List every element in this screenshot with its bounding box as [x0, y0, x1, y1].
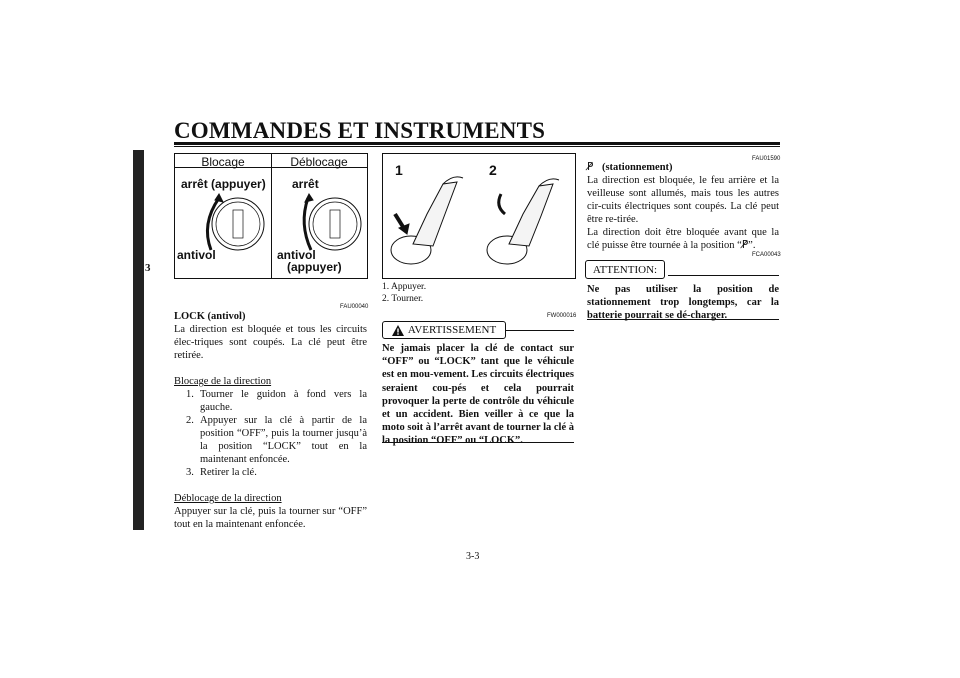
list-item: 1. Tourner le guidon à fond vers la gauche.: [186, 389, 367, 413]
caption-2: 2. Tourner.: [382, 294, 424, 304]
warning-icon: [392, 325, 404, 336]
list-item: 2. Appuyer sur la clé à partir de la position “OFF”, puis la tourner jusqu’à la position “LOCK” tout en la maintenant enfoncée.: [186, 415, 367, 465]
warning-label: AVERTISSEMENT: [407, 324, 497, 336]
caption-1: 1. Appuyer.: [382, 282, 427, 292]
figure-label-deblocage: Déblocage: [290, 155, 348, 169]
chapter-number: 3: [145, 262, 151, 274]
subheading-blocage: Blocage de la direction: [174, 376, 272, 387]
parking-icon: P̸: [741, 239, 749, 251]
parking-icon: P̸: [587, 161, 594, 173]
section-intro: La direction est bloquée et tous les circuits élec-triques sont coupés. La clé peut être retirée.: [174, 324, 367, 361]
stationnement-section: [587, 161, 779, 252]
unlock-text: Appuyer sur la clé, puis la tourner sur “OFF” tout en la maintenant enfoncée.: [174, 506, 367, 530]
header-rule: [174, 142, 780, 145]
label-antivol-right: antivol: [277, 248, 316, 262]
stationnement-title: P̸ (stationnement): [587, 161, 673, 173]
key-press-diagram: [382, 153, 576, 279]
ignition-switch-illustration: [175, 154, 367, 278]
figure-num-2: 2: [489, 162, 497, 178]
attention-bottom-rule: [587, 319, 779, 320]
chapter-sidebar-bar: [133, 150, 144, 530]
label-arret-appuyer: arrêt (appuyer): [181, 177, 266, 191]
header-rule-thin: [174, 146, 780, 147]
attention-badge: ATTENTION:: [585, 260, 665, 279]
lock-section: [174, 310, 367, 531]
stationnement-text-2: La direction doit être bloquée avant que la clé puisse être tournée à la position “P̸”.: [587, 227, 779, 251]
figure-captions: [382, 281, 426, 305]
label-appuyer-right: (appuyer): [287, 260, 342, 274]
ignition-switch-left: [207, 194, 264, 250]
hand-key-illustration: [383, 154, 575, 278]
stationnement-code: FAU01590: [752, 156, 781, 162]
warning-badge: [382, 321, 506, 339]
list-item: 3. Retirer la clé.: [186, 467, 257, 478]
page-number: 3-3: [466, 551, 480, 562]
figure-label-blocage: Blocage: [201, 155, 245, 169]
attention-code: FCA00043: [752, 252, 781, 258]
ignition-switch-right: [304, 194, 361, 250]
label-antivol-left: antivol: [177, 248, 216, 262]
steps-list: [174, 388, 367, 479]
doc-code: FAU00040: [340, 304, 369, 310]
warning-bottom-rule: [382, 442, 574, 443]
warning-code: FW000016: [547, 313, 577, 319]
subheading-deblocage: Déblocage de la direction: [174, 493, 282, 504]
section-title: LOCK (antivol): [174, 311, 246, 322]
figure-num-1: 1: [395, 162, 403, 178]
attention-text: Ne pas utiliser la position de stationnement trop longtemps, car la batterie pourrait se dé-charger.: [587, 284, 779, 322]
lock-diagram: [174, 153, 368, 279]
page-header-title: COMMANDES ET INSTRUMENTS: [174, 118, 546, 143]
attention-rule: [668, 275, 779, 276]
warning-text: Ne jamais placer la clé de contact sur “OFF” ou “LOCK” tant que le véhicule est en mou-vement. Les circuits électriques seraient cou-pés et cela pourrait provoquer la perte de contrôle du véhicule et un accident. Bien veiller à ce que la moto soit à l’arrêt avant de tourner la clé à la position “OFF” ou “LOCK”.: [382, 343, 574, 447]
warning-rule: [505, 330, 574, 331]
label-arret-right: arrêt: [292, 177, 319, 191]
stationnement-text: La direction est bloquée, le feu arrière et la veilleuse sont allumés, mais tous les autres cir-cuits électriques sont coupés. La clé peut être re-tirée.: [587, 175, 779, 225]
